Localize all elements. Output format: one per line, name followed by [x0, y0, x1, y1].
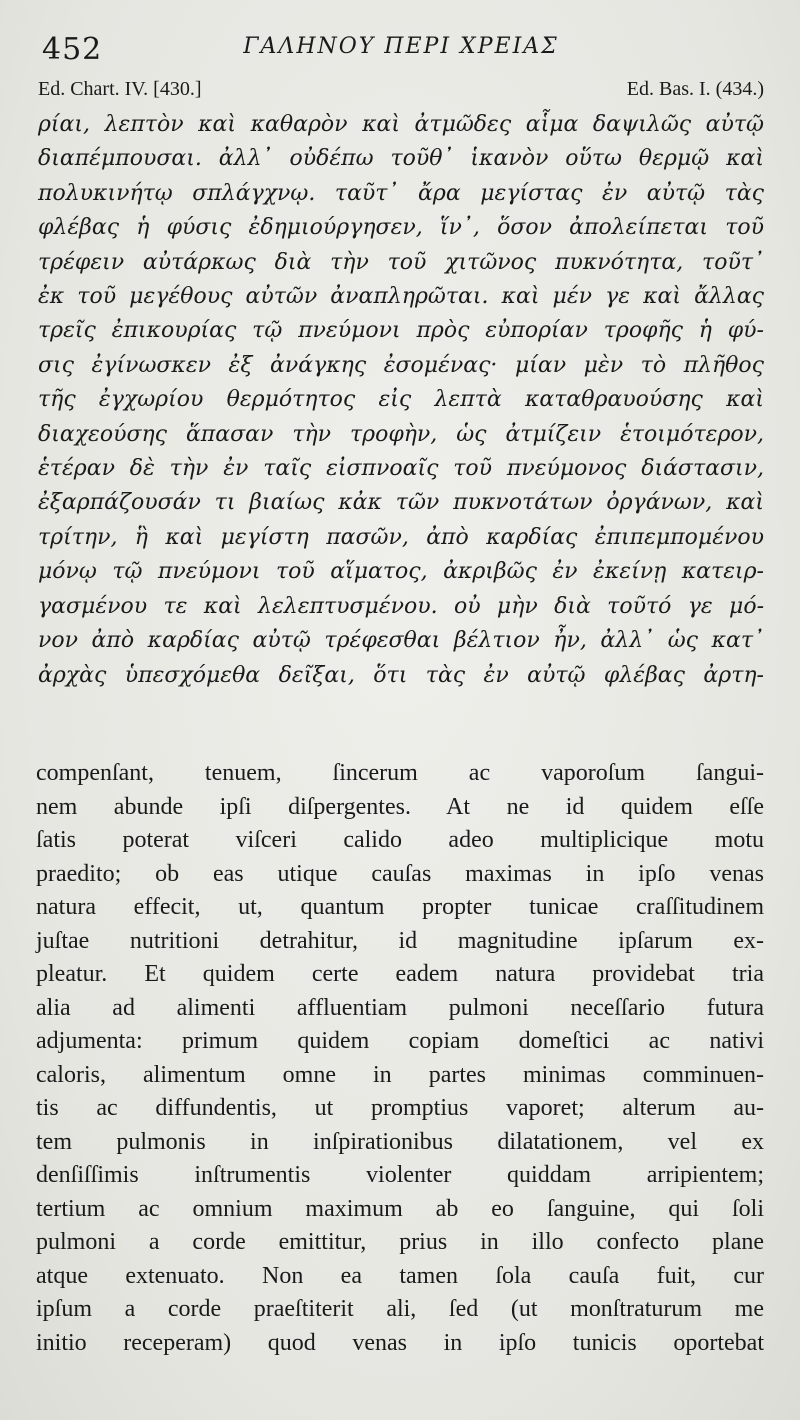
- greek-line: ἑτέραν δὲ τὴν ἐν ταῖς εἰσπνοαῖς τοῦ πνεύμονος διάστασιν,: [38, 456, 764, 482]
- running-head: [38, 26, 764, 68]
- latin-line: denſiſſimis inſtrumentis violenter quiddam arripientem;: [36, 1162, 764, 1188]
- latin-text-block: [36, 757, 764, 1360]
- latin-line: alia ad alimenti affluentiam pulmoni neceſſario futura: [36, 994, 764, 1021]
- latin-line: tertium ac omnium maximum ab eo ſanguine, qui ſoli: [36, 1195, 764, 1222]
- latin-line: tis ac diffundentis, ut promptius vaporet; alterum au-: [36, 1095, 764, 1121]
- latin-line: adjumenta: primum quidem copiam domeſtici ac nativi: [36, 1028, 764, 1054]
- greek-line: τῆς ἐγχωρίου θερμότητος εἰς λεπτὰ καταθραυούσης καὶ: [38, 387, 764, 413]
- latin-line: pulmoni a corde emittitur, prius in illo confecto plane: [36, 1229, 764, 1255]
- greek-line: ρίαι, λεπτὸν καὶ καθαρὸν καὶ ἀτμῶδες αἷμα δαψιλῶς αὐτῷ: [38, 112, 764, 137]
- edition-left: Ed. Chart. IV. [430.]: [38, 78, 202, 100]
- greek-line: τρέφειν αὐτάρκως διὰ τὴν τοῦ χιτῶνος πυκνότητα, τοῦτ᾽: [38, 249, 764, 275]
- greek-line: διαπέμπουσαι. ἀλλ᾽ οὐδέπω τοῦθ᾽ ἱκανὸν οὕτω θερμῷ καὶ: [38, 146, 764, 172]
- latin-line: natura effecit, ut, quantum propter tunicae craſſitudinem: [36, 894, 764, 920]
- greek-line: τρεῖς ἐπικουρίας τῷ πνεύμονι πρὸς εὐπορίαν τροφῆς ἡ φύ-: [38, 318, 764, 344]
- edition-right: Ed. Bas. I. (434.): [626, 78, 764, 100]
- latin-line: nem abunde ipſi diſpergentes. At ne id quidem eſſe: [36, 793, 764, 820]
- greek-line: νον ἀπὸ καρδίας αὐτῷ τρέφεσθαι βέλτιον ἦν, ἀλλ᾽ ὡς κατ᾽: [38, 628, 764, 654]
- edition-references: [38, 78, 764, 104]
- running-title: ΓΑΛΗΝΟΥ ΠΕΡΙ ΧΡΕΙΑΣ: [243, 34, 559, 59]
- greek-line: ἀρχὰς ὑπεσχόμεθα δεῖξαι, ὅτι τὰς ἐν αὐτῷ φλέβας ἀρτη-: [38, 662, 764, 688]
- page-number: 452: [42, 32, 103, 67]
- latin-line: pleatur. Et quidem certe eadem natura providebat tria: [36, 961, 764, 987]
- latin-line: tem pulmonis in inſpirationibus dilatationem, vel ex: [36, 1128, 764, 1155]
- latin-line: praedito; ob eas utique cauſas maximas in ipſo venas: [36, 860, 764, 887]
- latin-line: compenſant, tenuem, ſincerum ac vaporoſum ſangui-: [36, 760, 764, 786]
- greek-line: τρίτην, ἣ καὶ μεγίστη πασῶν, ἀπὸ καρδίας ἐπιπεμπομένου: [38, 524, 764, 550]
- latin-line: initio receperam) quod venas in ipſo tunicis oportebat: [36, 1329, 764, 1356]
- greek-line: μόνῳ τῷ πνεύμονι τοῦ αἵματος, ἀκριβῶς ἐν ἐκείνῃ κατειρ-: [38, 559, 764, 585]
- greek-line: σις ἐγίνωσκεν ἐξ ἀνάγκης ἐσομένας· μίαν μὲν τὸ πλῆθος: [38, 352, 764, 378]
- greek-line: διαχεούσης ἅπασαν τὴν τροφὴν, ὡς ἀτμίζειν ἑτοιμότερον,: [38, 421, 764, 447]
- greek-line: γασμένου τε καὶ λελεπτυσμένου. οὐ μὴν διὰ τοῦτό γε μό-: [38, 593, 764, 619]
- greek-line: ἐξαρπάζουσάν τι βιαίως κἀκ τῶν πυκνοτάτων ὀργάνων, καὶ: [38, 490, 764, 516]
- latin-line: ſatis poterat viſceri calido adeo multiplicique motu: [36, 827, 764, 853]
- greek-line: πολυκινήτῳ σπλάγχνῳ. ταῦτ᾽ ἄρα μεγίστας ἐν αὐτῷ τὰς: [38, 180, 764, 206]
- greek-line: ἐκ τοῦ μεγέθους αὐτῶν ἀναπληρῶται. καὶ μέν γε καὶ ἄλλας: [38, 284, 764, 310]
- latin-line: caloris, alimentum omne in partes minimas comminuen-: [36, 1061, 764, 1088]
- greek-line: φλέβας ἡ φύσις ἐδημιούργησεν, ἵν᾽, ὅσον ἀπολείπεται τοῦ: [38, 215, 764, 241]
- latin-line: juſtae nutritioni detrahitur, id magnitudine ipſarum ex-: [36, 927, 764, 954]
- greek-text-block: [38, 108, 764, 693]
- latin-line: ipſum a corde praeſtiterit ali, ſed (ut monſtraturum me: [36, 1296, 764, 1322]
- latin-line: atque extenuato. Non ea tamen ſola cauſa fuit, cur: [36, 1262, 764, 1289]
